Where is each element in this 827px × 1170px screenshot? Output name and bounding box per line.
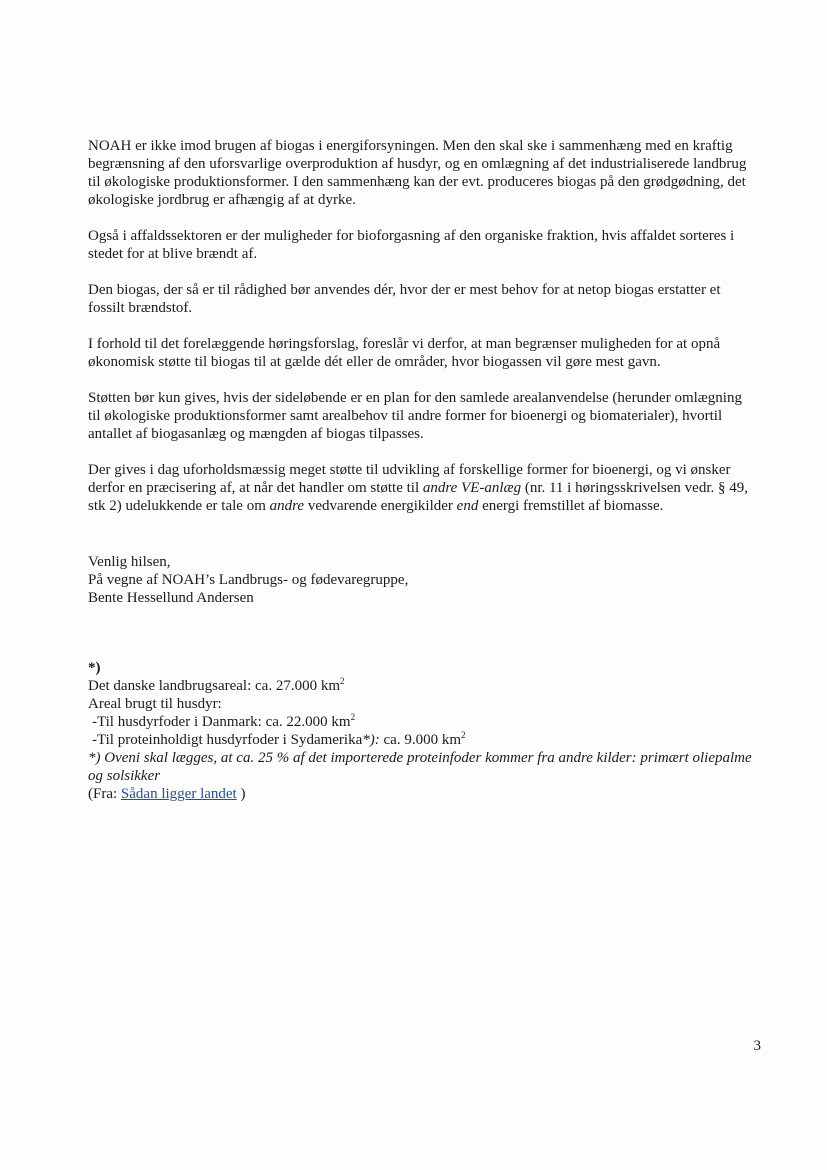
footnote-text: )	[236, 786, 246, 802]
footnote-text: -Til husdyrfoder i Danmark: ca. 22.000 km	[92, 714, 351, 730]
letter-body	[88, 137, 758, 803]
paragraph-biogas-use: Den biogas, der så er til rådighed bør anvendes dér, hvor der er mest behov for at netop biogas erstatter et fossilt brændstof.	[88, 282, 721, 316]
footnote-feed-denmark	[88, 713, 758, 731]
paragraph-support-conditions: Støtten bør kun gives, hvis der sideløbende er en plan for den samlede arealanvendelse (herunder omlægning til økologiske produktionsformer samt arealbehov til andre former for bioenergi og biomaterialer), hvortil antallet af biogasanlæg og mængden af biogas tilpasses.	[88, 390, 742, 442]
on-behalf-of: På vegne af NOAH’s Landbrugs- og fødevaregruppe,	[88, 572, 409, 588]
superscript: 2	[350, 712, 356, 722]
emphasis-text: andre VE-anlæg	[422, 480, 522, 496]
paragraph-text: vedvarende energikilder	[304, 498, 457, 514]
footnote-text: Det danske landbrugsareal: ca. 27.000 km	[88, 678, 341, 694]
page-number: 3	[753, 1038, 761, 1054]
superscript: 2	[460, 730, 466, 740]
greeting: Venlig hilsen,	[88, 554, 171, 570]
paragraph-waste-sector: Også i affaldssektoren er der muligheder for bioforgasning af den organiske fraktion, hvis affaldet sorteres i stedet for at blive brændt af.	[88, 228, 735, 262]
superscript: 2	[340, 676, 345, 686]
footnote-text: -Til proteinholdigt husdyrfoder i Sydamerika	[92, 732, 363, 748]
paragraph-text: energi fremstillet af biomasse.	[478, 498, 664, 514]
footnote-total-area	[88, 677, 758, 695]
footnote-block	[88, 659, 758, 803]
paragraph-consultation-proposal: I forhold til det forelæggende høringsforslag, foreslår vi derfor, at man begrænser muligheden for at opnå økonomisk støtte til biogas til at gælde dét eller de områder, hvor biogassen vil gøre mest gavn.	[88, 336, 721, 370]
footnote-text: (Fra:	[88, 786, 121, 802]
paragraph-bioenergy-support	[88, 461, 758, 515]
paragraph-text: (nr. 11 i høringsskrivelsen vedr. § 49, stk 2) udelukkende er tale om	[88, 480, 748, 514]
emphasis-text: end	[456, 498, 479, 514]
signer-name: Bente Hessellund Andersen	[88, 590, 254, 606]
paragraph-text: Der gives i dag uforholdsmæssig meget støtte til udvikling af forskellige former for bioenergi, og vi ønsker derfor en præcisering af, at når det handler om støtte til	[88, 462, 731, 496]
emphasis-text: *) Oveni skal lægges, at ca. 25 % af det importerede proteinfoder kommer fra andre kilder: primært oliepalme og solsikker	[88, 750, 752, 784]
source-link[interactable]: Sådan ligger landet	[120, 786, 237, 802]
footnote-note	[88, 749, 758, 785]
footnote-text: ca. 9.000 km	[379, 732, 461, 748]
emphasis-text: andre	[269, 498, 305, 514]
emphasis-text: *):	[362, 732, 380, 748]
footnote-source	[88, 785, 758, 803]
paragraph-biogas-position: NOAH er ikke imod brugen af biogas i energiforsyningen. Men den skal ske i sammenhæng med en kraftig begrænsning af den uforsvarlige overproduktion af husdyr, og en omlægning af det industrialiserede landbrug til økologiske produktionsformer. I den sammenhæng kan der evt. produceres biogas på den grødgødning, det økologiske jordbrug er afhængig af at dyrke.	[88, 138, 747, 208]
footnote-livestock-area: Areal brugt til husdyr:	[88, 696, 222, 712]
footnote-marker: *)	[88, 660, 101, 676]
signature-block	[88, 553, 758, 607]
footnote-feed-south-america	[88, 731, 758, 749]
